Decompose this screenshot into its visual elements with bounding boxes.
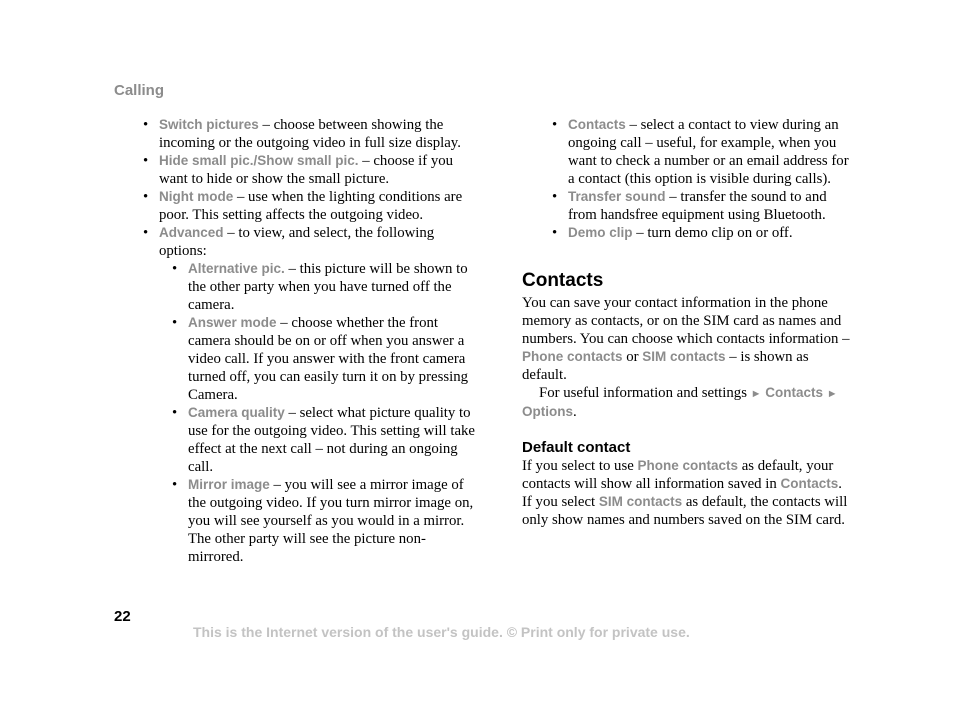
left-column [159,116,477,566]
sub-list-item [188,404,477,476]
sub-list-item [188,476,477,566]
list-item [159,116,477,152]
sub-list-item [188,260,477,314]
item-description: – turn demo clip on or off. [632,225,793,241]
item-description: – select a contact to view during an ongoing call – useful, for example, when you want to check a number or an email address for a contact (this option is visible during calls). [568,117,849,187]
menu-term: Night mode [159,189,234,204]
menu-term: SIM contacts [598,494,683,509]
option-list [522,116,854,242]
menu-term: Alternative pic. [188,261,285,276]
page-number: 22 [114,608,131,625]
default-contact-heading: Default contact [522,439,631,456]
default-contact-paragraph: If you select to use Phone contacts as default, your contacts will show all information saved in Contacts. If you select SIM contacts as default, the contacts will only show names and numbers saved on the SIM card. [522,458,848,528]
menu-term: Transfer sound [568,189,666,204]
list-item [159,152,477,188]
footer-notice: This is the Internet version of the user's guide. © Print only for private use. [193,624,690,640]
list-item [568,188,854,224]
item-description: – transfer the sound to and from handsfree equipment using Bluetooth. [568,189,827,223]
menu-term: Demo clip [568,225,633,240]
menu-term: Contacts [765,385,824,400]
menu-term: Answer mode [188,315,277,330]
list-item [159,188,477,224]
arrow-icon: ► [750,388,762,400]
right-column [522,116,854,529]
option-list [159,116,477,566]
menu-term: SIM contacts [642,349,726,364]
menu-term: Advanced [159,225,224,240]
list-item [568,116,854,188]
item-description: – choose if you want to hide or show the small picture. [159,153,454,187]
list-item [568,224,854,242]
item-description: – select what picture quality to use for the outgoing video. This setting will take effect at the next call – not during an ongoing call. [188,405,475,475]
menu-term: Mirror image [188,477,270,492]
menu-term: Contacts [780,476,839,491]
menu-term: Camera quality [188,405,285,420]
item-description: – choose between showing the incoming or the outgoing video in full size display. [159,117,461,151]
item-description: – to view, and select, the following options: [159,225,435,259]
menu-term: Contacts [568,117,626,132]
item-description: – choose whether the front camera should be on or off when you answer a video call. If you answer with the front camera turned off, you can easily turn it on by pressing Camera. [188,315,468,403]
contacts-heading: Contacts [522,270,604,291]
menu-term: Phone contacts [637,458,738,473]
contacts-paragraph: You can save your contact information in the phone memory as contacts, or on the SIM card as names and numbers. You can choose which contacts information – Phone contacts or SIM contacts – is shown as default. [522,295,850,383]
sub-list-item [188,314,477,404]
item-description: – you will see a mirror image of the outgoing video. If you turn mirror image on, you will see yourself as you would in a mirror. The other party will see the picture non-mirrored. [188,477,474,565]
arrow-icon: ► [826,388,838,400]
settings-paragraph: For useful information and settings ► Contacts ► Options. [522,385,838,420]
section-header: Calling [114,82,165,99]
item-description: – this picture will be shown to the other party when you have turned off the camera. [188,261,468,313]
menu-term: Options [522,404,573,419]
menu-term: Hide small pic./Show small pic. [159,153,359,168]
menu-term: Switch pictures [159,117,259,132]
advanced-sub-list [188,260,477,566]
list-item [159,224,477,566]
item-description: – use when the lighting conditions are poor. This setting affects the outgoing video. [159,189,463,223]
menu-term: Phone contacts [522,349,623,364]
